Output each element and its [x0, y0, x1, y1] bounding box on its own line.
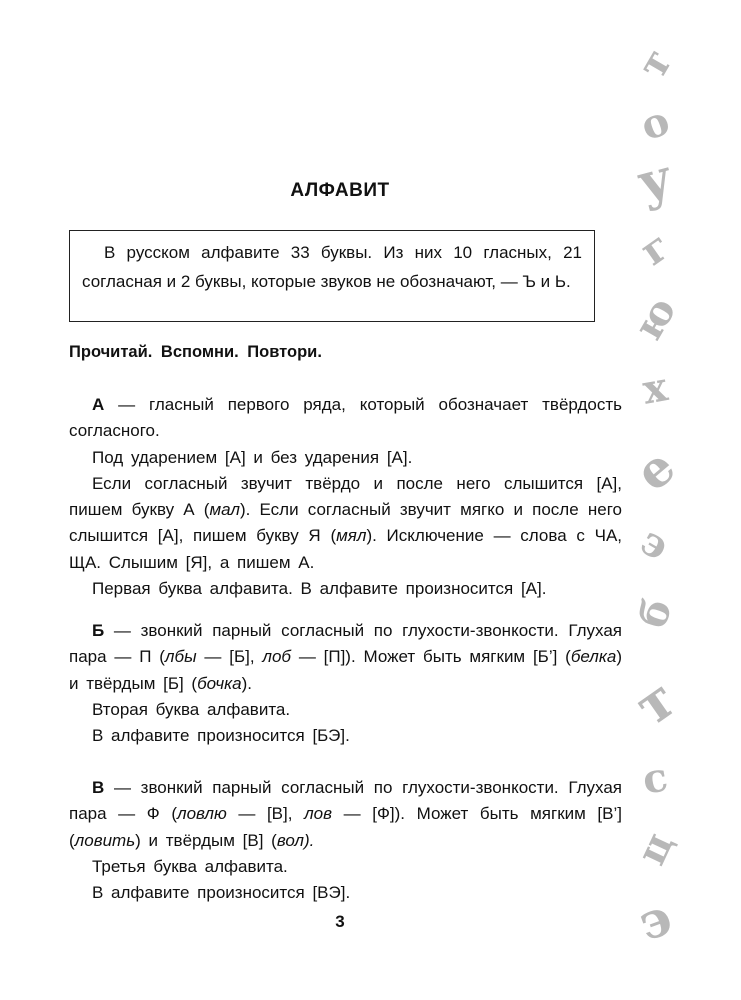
section-letter-b [69, 618, 622, 749]
text: — звонкий парный согласный по глухости-звонкости. Глухая пара — П ( [69, 621, 622, 667]
text: — [В], [226, 804, 305, 824]
example-word: ловлю [177, 804, 227, 824]
text: ). Исключение — слова с ЧА, ЩА. Слышим [Я], а пишем А. [69, 526, 623, 572]
page-number: 3 [335, 912, 345, 931]
decor-letter: б [628, 592, 682, 635]
letter-v: В [92, 778, 105, 797]
decor-letter: с [638, 753, 672, 804]
section-a-rule [69, 471, 622, 576]
letter-b: Б [92, 621, 105, 640]
decor-letter: е [623, 436, 687, 503]
text: ) и твёрдым [Б] ( [69, 647, 623, 693]
letter-a: А [92, 395, 105, 414]
example-word: лбы [164, 647, 197, 667]
text: — [Ф]). Может быть мягким [В’] ( [69, 804, 622, 850]
section-v-pronunciation: В алфавите произносится [ВЭ]. [92, 883, 351, 903]
section-v-position: Третья буква алфавита. [92, 856, 288, 876]
example-word: лов [304, 804, 333, 824]
decor-letter: э [630, 886, 680, 953]
decor-letter: у [631, 146, 679, 215]
text: — [Б], [196, 647, 263, 667]
text: ). [241, 673, 253, 693]
example-word: бочка [197, 673, 242, 693]
section-a-position: Первая буква алфавита. В алфавите произносится [А]. [92, 579, 547, 599]
page-title: АЛФАВИТ [290, 180, 390, 201]
example-word: мал [209, 500, 240, 520]
example-word: лоб [262, 647, 291, 667]
section-a-definition [69, 392, 622, 445]
text: — [П]). Может быть мягким [Б’] ( [291, 647, 571, 667]
text: — звонкий парный согласный по глухости-звонкости. Глухая пара — Ф ( [69, 778, 622, 824]
rule-text: В русском алфавите 33 буквы. Из них 10 гласных, 21 согласная и 2 буквы, которые звуков не обозначают, — Ъ и Ь. [82, 243, 582, 291]
example-word: мял [336, 526, 367, 546]
text: ) и твёрдым [В] ( [135, 830, 277, 850]
section-letter-a [69, 392, 622, 602]
instruction-heading: Прочитай. Вспомни. Повтори. [69, 343, 322, 361]
rule-box [69, 230, 595, 322]
decor-letter: ю [624, 288, 686, 349]
example-word: вол). [276, 830, 315, 850]
decor-letter: ц [627, 825, 683, 872]
example-word: ловить [74, 830, 136, 850]
decor-letter: т [622, 666, 688, 738]
decor-letter: г [631, 222, 679, 275]
decor-letter: т [628, 41, 682, 86]
decor-letter: х [639, 363, 671, 414]
section-b-definition [69, 618, 622, 697]
decor-letter: э [632, 517, 678, 570]
section-b-pronunciation: В алфавите произносится [БЭ]. [92, 726, 350, 746]
section-v-definition [69, 775, 622, 854]
section-a-stress: Под ударением [А] и без ударения [А]. [92, 447, 413, 467]
text: ). Если согласный звучит мягко и после него слышится [А], пишем букву Я ( [69, 500, 622, 546]
section-a-text: — гласный первого ряда, который обозначает твёрдость согласного. [69, 395, 622, 441]
section-b-position: Вторая буква алфавита. [92, 699, 291, 719]
example-word: белка [570, 647, 617, 667]
text: Если согласный звучит твёрдо и после него слышится [А], пишем букву А ( [69, 473, 622, 520]
section-letter-v [69, 775, 622, 906]
decor-letter: о [634, 96, 676, 151]
